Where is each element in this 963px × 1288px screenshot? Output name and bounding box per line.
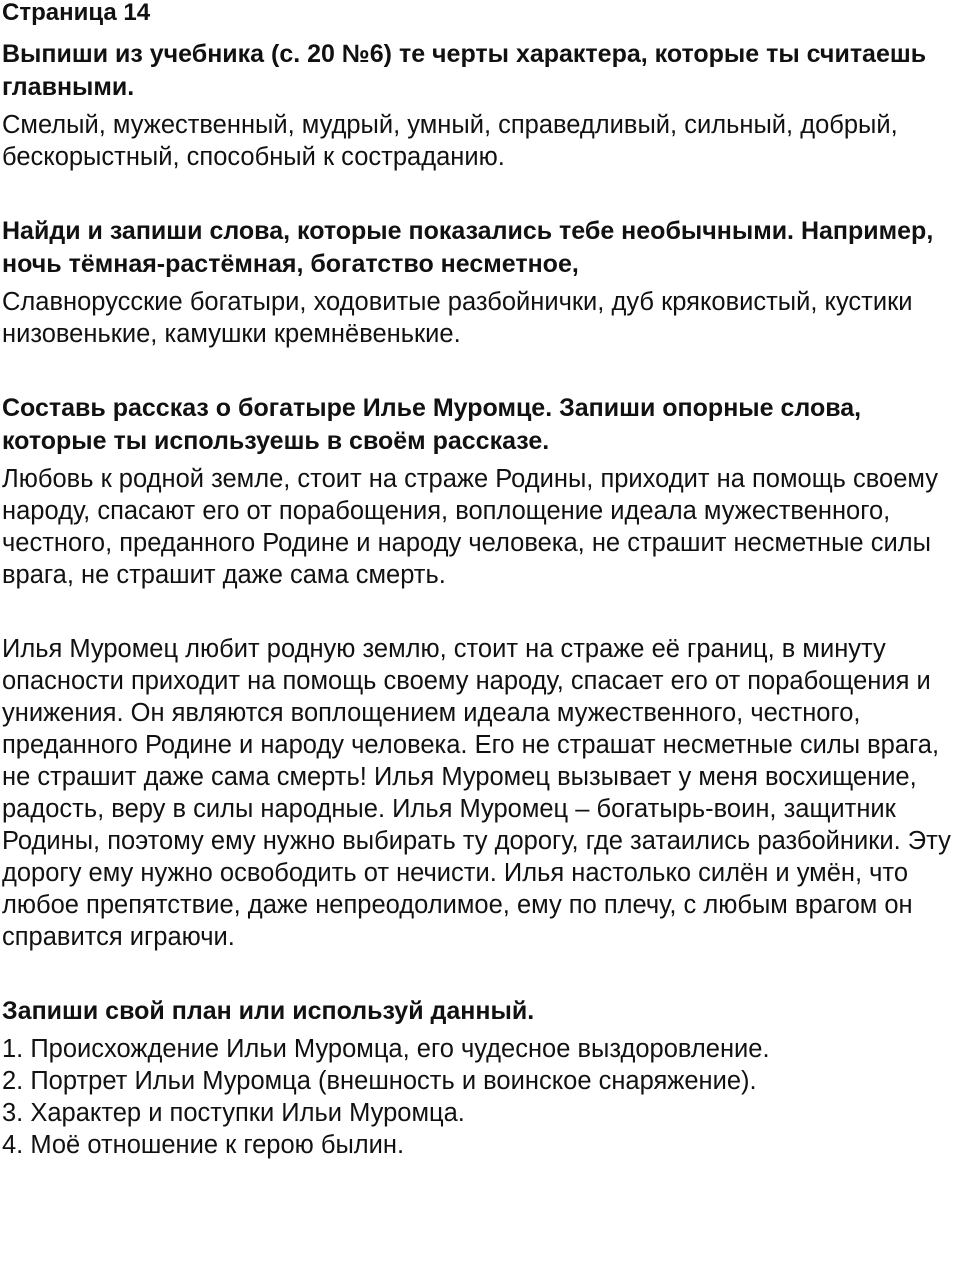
answer-keywords: Любовь к родной земле, стоит на страже Родины, приходит на помощь своему народу, спасают его от порабощения, воплощение идеала мужественного, честного, преданного Родине и народу человека, не страшит несметные силы врага, не страшит даже сама смерть. xyxy=(2,465,938,589)
section-spacer xyxy=(2,350,960,392)
answer-text: Славнорусские богатыри, ходовитые разбойнички, дуб кряковистый, кустики низовенькие, камушки кремнёвенькие. xyxy=(2,288,913,348)
section-story xyxy=(2,392,960,953)
section-unusual-words xyxy=(2,215,960,350)
page-title: Страница 14 xyxy=(2,0,151,26)
question-text: Выпиши из учебника (с. 20 №6) те черты характера, которые ты считаешь главными. xyxy=(2,40,927,101)
plan-item: 4. Моё отношение к герою былин. xyxy=(2,1131,405,1159)
plan-item: 1. Происхождение Ильи Муромца, его чудесное выздоровление. xyxy=(2,1035,770,1063)
plan-item: 3. Характер и поступки Ильи Муромца. xyxy=(2,1099,465,1127)
answer-text: Смелый, мужественный, мудрый, умный, справедливый, сильный, добрый, бескорыстный, способный к состраданию. xyxy=(2,111,898,171)
section-spacer xyxy=(2,173,960,215)
document-page xyxy=(2,0,960,1161)
section-character-traits xyxy=(2,38,960,173)
plan-list xyxy=(2,1033,960,1161)
paragraph-spacer xyxy=(2,591,960,633)
section-plan xyxy=(2,995,960,1161)
section-spacer xyxy=(2,953,960,995)
question-text: Составь рассказ о богатыре Илье Муромце. Запиши опорные слова, которые ты используешь в своём рассказе. xyxy=(2,394,862,455)
plan-item: 2. Портрет Ильи Муромца (внешность и воинское снаряжение). xyxy=(2,1067,757,1095)
story-text: Илья Муромец любит родную землю, стоит на страже её границ, в минуту опасности приходит на помощь своему народу, спасает его от порабощения и унижения. Он являются воплощением идеала мужественного, честного, преданного Родине и народу человека. Его не страшат несметные силы врага, не страшит даже сама смерть! Илья Муромец вызывает у меня восхищение, радость, веру в силы народные. Илья Муромец – богатырь-воин, защитник Родины, поэтому ему нужно выбирать ту дорогу, где затаились разбойники. Эту дорогу ему нужно освободить от нечисти. Илья настолько силён и умён, что любое препятствие, даже непреодолимое, ему по плечу, с любым врагом он справится играючи. xyxy=(2,635,951,951)
question-text: Найди и запиши слова, которые показались тебе необычными. Например, ночь тёмная-растёмная, богатство несметное, xyxy=(2,217,934,278)
question-text: Запиши свой план или используй данный. xyxy=(2,997,535,1025)
